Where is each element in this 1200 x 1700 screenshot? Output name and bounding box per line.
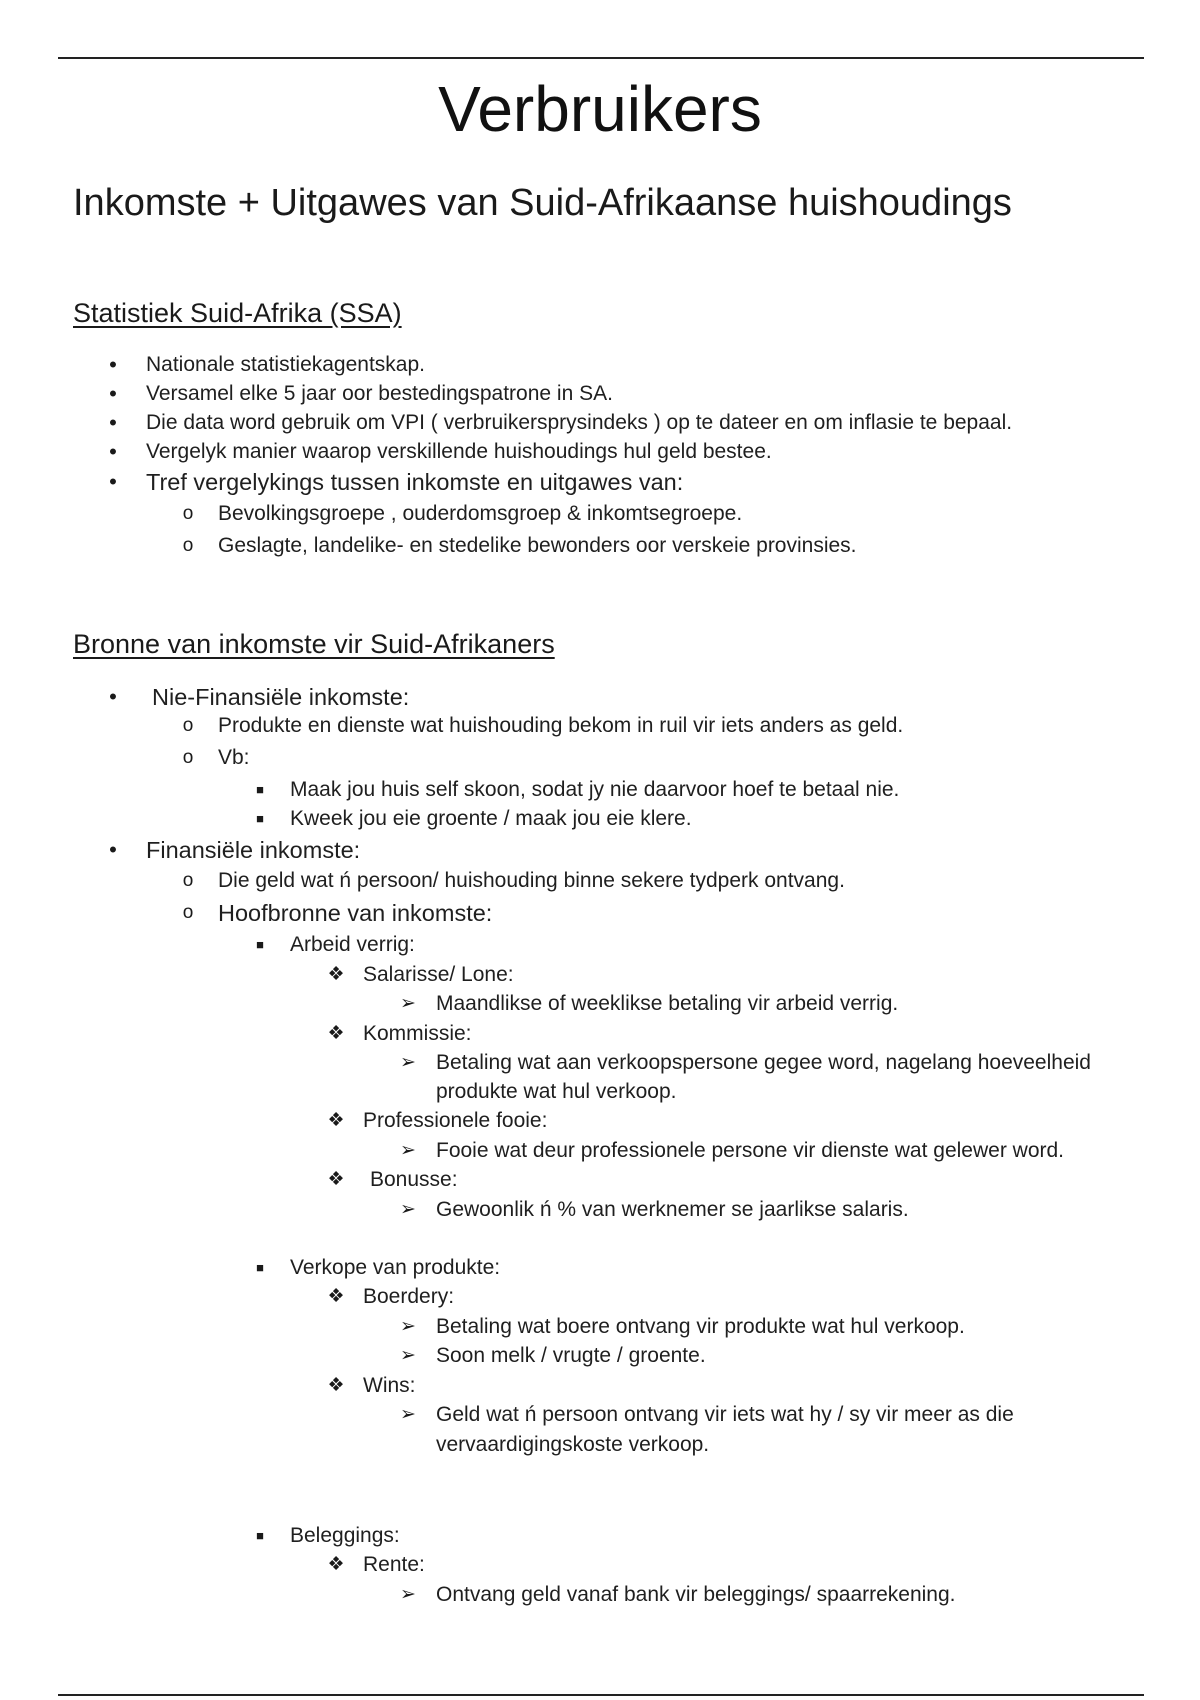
circle-bullet-icon: o [182,747,194,768]
list-item: Ontvang geld vanaf bank vir beleggings/ spaarrekening. [436,1583,956,1606]
bullet-icon: • [109,439,117,464]
list-item: Nie-Finansiële inkomste: [152,684,410,710]
diamond-bullet-icon: ❖ [327,1169,345,1190]
arrow-bullet-icon: ➢ [400,1404,416,1425]
list-item: Kweek jou eie groente / maak jou eie klere. [290,807,692,830]
bullet-icon: • [109,352,117,377]
list-item: Wins: [363,1374,416,1397]
page-subtitle: Inkomste + Uitgawes van Suid-Afrikaanse huishoudings [73,182,1012,224]
list-item: Fooie wat deur professionele persone vir dienste wat gelewer word. [436,1139,1065,1162]
list-item: Geslagte, landelike- en stedelike bewonders oor verskeie provinsies. [218,534,857,557]
circle-bullet-icon: o [182,902,194,923]
list-item: Die geld wat ń persoon/ huishouding binne sekere tydperk ontvang. [218,869,845,892]
bullet-icon: • [109,684,117,709]
list-item: Boerdery: [363,1285,455,1308]
list-item-continuation: vervaardigingskoste verkoop. [436,1433,710,1456]
arrow-bullet-icon: ➢ [400,1052,416,1073]
circle-bullet-icon: o [182,503,194,524]
list-item: Geld wat ń persoon ontvang vir iets wat hy / sy vir meer as die [436,1403,1014,1426]
arrow-bullet-icon: ➢ [400,1584,416,1605]
list-item: Die data word gebruik om VPI ( verbruikersprysindeks ) op te dateer en om inflasie te bepaal. [146,411,1013,434]
diamond-bullet-icon: ❖ [327,964,345,985]
arrow-bullet-icon: ➢ [400,1140,416,1161]
top-rule [58,57,1144,59]
list-item: Betaling wat aan verkoopspersone gegee word, nagelang hoeveelheid [436,1051,1091,1074]
page-title: Verbruikers [438,73,762,145]
list-item: Tref vergelykings tussen inkomste en uitgawes van: [146,469,684,495]
arrow-bullet-icon: ➢ [400,1199,416,1220]
list-item: Versamel elke 5 jaar oor bestedingspatrone in SA. [146,382,613,405]
diamond-bullet-icon: ❖ [327,1110,345,1131]
list-item: Maak jou huis self skoon, sodat jy nie daarvoor hoef te betaal nie. [290,778,900,801]
list-item: Maandlikse of weeklikse betaling vir arbeid verrig. [436,992,899,1015]
list-item: Salarisse/ Lone: [363,963,514,986]
list-item: Produkte en dienste wat huishouding bekom in ruil vir iets anders as geld. [218,714,904,737]
list-item: Kommissie: [363,1022,472,1045]
list-item: Nationale statistiekagentskap. [146,353,425,376]
square-bullet-icon: ■ [256,1260,264,1275]
list-item: Professionele fooie: [363,1109,548,1132]
circle-bullet-icon: o [182,870,194,891]
diamond-bullet-icon: ❖ [327,1554,345,1575]
section-heading-ssa: Statistiek Suid-Afrika (SSA) [73,298,402,328]
diamond-bullet-icon: ❖ [327,1286,345,1307]
section-heading-income-sources: Bronne van inkomste vir Suid-Afrikaners [73,629,555,659]
list-item: Gewoonlik ń % van werknemer se jaarlikse salaris. [436,1198,909,1221]
arrow-bullet-icon: ➢ [400,1316,416,1337]
arrow-bullet-icon: ➢ [400,1345,416,1366]
list-item: Rente: [363,1553,425,1576]
list-item: Bonusse: [370,1168,458,1191]
list-item: Betaling wat boere ontvang vir produkte wat hul verkoop. [436,1315,965,1338]
list-item-continuation: produkte wat hul verkoop. [436,1080,677,1103]
bullet-icon: • [109,837,117,862]
bullet-icon: • [109,410,117,435]
list-item: Soon melk / vrugte / groente. [436,1344,706,1367]
list-item: Hoofbronne van inkomste: [218,900,493,926]
square-bullet-icon: ■ [256,782,264,797]
bullet-icon: • [109,381,117,406]
bullet-icon: • [109,469,117,494]
list-item: Beleggings: [290,1524,400,1547]
square-bullet-icon: ■ [256,1528,264,1543]
list-item: Finansiële inkomste: [146,837,361,863]
circle-bullet-icon: o [182,715,194,736]
square-bullet-icon: ■ [256,811,264,826]
list-item: Vergelyk manier waarop verskillende huishoudings hul geld bestee. [146,440,772,463]
circle-bullet-icon: o [182,535,194,556]
diamond-bullet-icon: ❖ [327,1375,345,1396]
list-item: Arbeid verrig: [290,933,415,956]
diamond-bullet-icon: ❖ [327,1023,345,1044]
arrow-bullet-icon: ➢ [400,993,416,1014]
list-item: Vb: [218,746,250,769]
list-item: Verkope van produkte: [290,1256,501,1279]
bottom-rule [58,1694,1144,1696]
list-item: Bevolkingsgroepe , ouderdomsgroep & inkomtsegroepe. [218,502,743,525]
square-bullet-icon: ■ [256,937,264,952]
